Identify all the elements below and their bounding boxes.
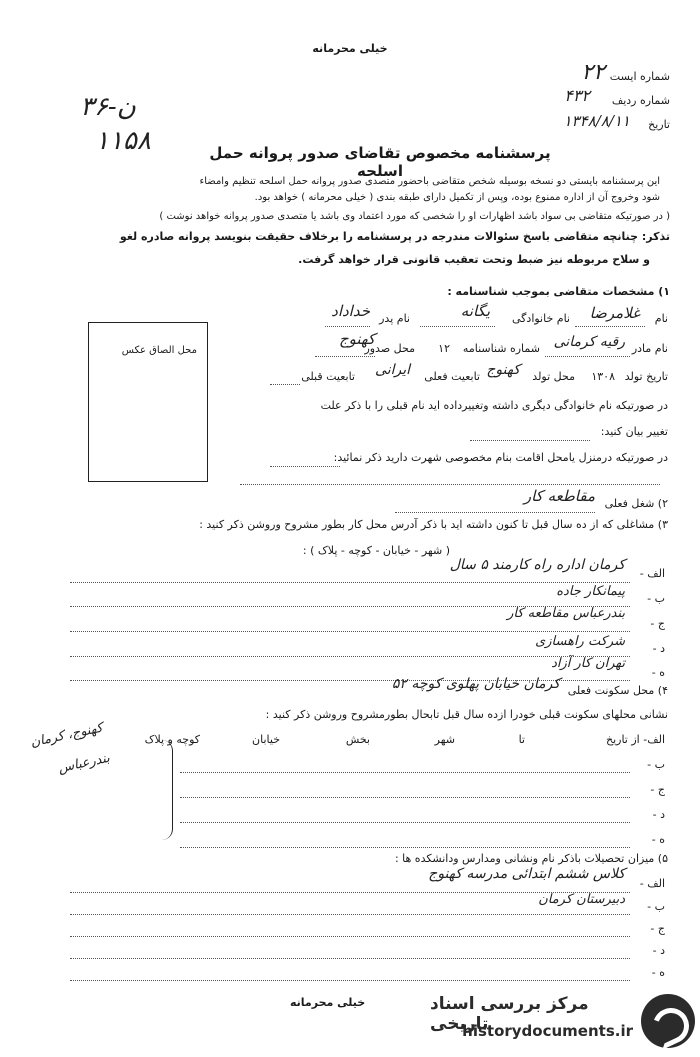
job-row-value: تهران کار آزاد: [551, 656, 625, 671]
archive-logo-icon: [641, 994, 695, 1048]
date-label: تاریخ: [648, 118, 670, 131]
job-row-value: بندرعباس مقاطعه کار: [507, 606, 625, 621]
col-alley: کوچه و پلاک: [144, 733, 200, 746]
number-label: شماره ایست: [609, 70, 670, 83]
margin-code: ۳۶-ن: [80, 92, 136, 122]
birth-place-value: کهنوج: [486, 362, 520, 378]
section2-heading: ۲) شغل فعلی: [604, 497, 668, 510]
col-street: خیابان: [252, 733, 280, 746]
education-row-letter: ب -: [647, 900, 665, 913]
photo-label: محل الصاق عکس: [121, 345, 197, 356]
education-row-letter: الف -: [639, 877, 665, 890]
residence-row-letter: ج -: [650, 783, 665, 796]
education-row-value: دبیرستان کرمان: [538, 892, 625, 907]
name-label: نام: [654, 312, 668, 325]
job-row-letter: د -: [652, 642, 665, 655]
current-residence-value: کرمان خیابان پهلوی کوچه ۵۲: [391, 676, 560, 692]
photo-placeholder: [88, 322, 208, 482]
residence-question: در صورتیکه درمنزل یامحل اقامت بنام مخصوصی شهرت دارید ذکر نمائید:: [333, 451, 668, 464]
margin-note-1: کهنوج، کرمان: [29, 720, 105, 751]
col-city: شهر: [434, 733, 455, 746]
name-change-line-2: تغییر بیان کنید:: [600, 425, 668, 438]
date-value: ۱۳۴۸/۸/۱۱: [563, 112, 630, 130]
margin-bracket: [162, 740, 173, 840]
family-value: یگانه: [460, 302, 490, 320]
residence-row-letter: ه -: [651, 833, 665, 846]
col-district: بخش: [345, 733, 370, 746]
section3-sub: ( شهر - خیابان - کوچه - پلاک ) :: [302, 544, 450, 557]
nationality-value: ایرانی: [375, 362, 410, 378]
id-label: شماره شناسنامه: [462, 342, 540, 355]
nationality-label: تابعیت فعلی: [424, 370, 480, 383]
job-row-letter: ج -: [650, 617, 665, 630]
father-value: خداداد: [331, 302, 370, 320]
section4-question: نشانی محلهای سکونت قبلی خودرا ازده سال قبل تابحال بطورمشروح وروشن ذکر کنید :: [265, 708, 668, 721]
intro-line-1: این پرسشنامه بایستی دو نسخه بوسیله شخص متقاضی باحضور متصدی صدور پروانه حمل اسلحه تنظیم وامضاء: [199, 176, 660, 187]
name-change-line-1: در صورتیکه نام خانوادگی دیگری داشته وتغییرداده اید نام قبلی را با ذکر علت: [320, 399, 668, 412]
birth-date-value: ۱۳۰۸: [591, 370, 615, 383]
section3-heading: ۳) مشاغلی که از ده سال قبل تا کنون داشته اید با ذکر آدرس محل کار بطور مشروح وروشن ذکر کنید :: [199, 518, 668, 531]
col-to: تا: [518, 733, 525, 746]
education-row-value: کلاس ششم ابتدائی مدرسه کهنوج: [428, 866, 625, 882]
current-job-value: مقاطعه کار: [523, 487, 595, 505]
warning-line-2: و سلاح مربوطه نیز ضبط وتحت تعقیب قانونی قرار خواهد گرفت.: [298, 253, 650, 266]
residence-row-letter: ب -: [647, 758, 665, 771]
section4-heading: ۴) محل سکونت فعلی: [567, 684, 668, 697]
intro-line-2: شود وخروج آن از اداره ممنوع بوده، وپس از تکمیل دارای طبقه بندی ( خیلی محرمانه ) خواهد بود.: [254, 192, 660, 203]
mother-value: رقیه کرمانی: [553, 334, 625, 350]
row-label: شماره ردیف: [611, 94, 670, 107]
number-value: ۲۲: [581, 60, 605, 85]
job-row-letter: ب -: [647, 592, 665, 605]
issue-place-value: کهنوج: [338, 330, 375, 348]
job-row-letter: الف -: [639, 567, 665, 580]
section1-heading: ۱) مشخصات متقاضی بموجب شناسنامه :: [447, 285, 670, 298]
id-value: ۱۲: [438, 342, 450, 355]
job-row-value: کرمان اداره راه کارمند ۵ سال: [449, 557, 625, 573]
margin-number: ۱۱۵۸: [95, 126, 151, 156]
birth-date-label: تاریخ تولد: [624, 370, 668, 383]
family-label: نام خانوادگی: [512, 312, 570, 325]
col-from-date: الف- از تاریخ: [605, 733, 665, 746]
father-label: نام پدر: [379, 312, 410, 325]
education-row-letter: ج -: [650, 922, 665, 935]
name-value: غلامرضا: [589, 304, 640, 322]
job-row-value: پیمانکار جاده: [556, 584, 625, 599]
prev-nationality-label: تابعیت قبلی: [301, 370, 355, 383]
classification-bottom: خیلی محرمانه: [290, 996, 366, 1009]
education-row-letter: ه -: [651, 966, 665, 979]
row-value: ۴۳۲: [564, 86, 590, 105]
mother-label: نام مادر: [631, 342, 668, 355]
archive-url: historydocuments.ir: [462, 1022, 633, 1040]
residence-row-letter: د -: [652, 808, 665, 821]
job-row-letter: ه -: [651, 666, 665, 679]
job-row-value: شرکت راهسازی: [535, 634, 625, 649]
birth-place-label: محل تولد: [532, 370, 575, 383]
intro-line-3: ( در صورتیکه متقاضی بی سواد باشد اظهارات او را شخصی که مورد اعتماد وی باشد یا متصدی صدور پروانه خواهد نوشت ): [159, 211, 670, 222]
form-title: پرسشنامه مخصوص تقاضای صدور پروانه حمل اسلحه: [209, 144, 551, 180]
classification-top: خیلی محرمانه: [312, 42, 388, 55]
archive-name: مرکز بررسی اسناد تاریخی: [430, 994, 589, 1034]
warning-line-1: تذکر: چنانچه متقاضی باسخ سئوالات مندرجه در پرسشنامه را برخلاف حقیقت بنویسد پروانه صادره لغو: [119, 230, 670, 243]
education-row-letter: د -: [652, 944, 665, 957]
archive-watermark: [430, 988, 695, 1050]
section5-heading: ۵) میزان تحصیلات باذکر نام ونشانی ومدارس ودانشکده ها :: [394, 852, 668, 865]
margin-note-2: بندرعباس: [57, 750, 112, 777]
issue-place-label: محل صدور: [364, 342, 415, 355]
